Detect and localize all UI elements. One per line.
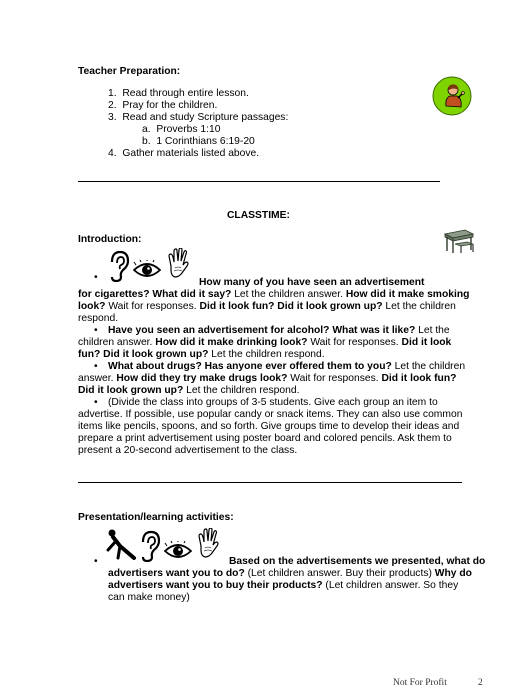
desk-clipart-icon — [440, 226, 478, 254]
paragraph-line: present a 20-second advertisement to the class. — [78, 445, 298, 456]
list-item: b. 1 Corinthians 6:19-20 — [142, 136, 255, 147]
exercise-figure-icon — [106, 528, 136, 560]
paragraph-line: respond. — [78, 313, 119, 324]
presentation-heading: Presentation/learning activities: — [78, 512, 234, 523]
paragraph-line: advertisers want you to do? (Let children answer. Buy their products) Why do — [108, 568, 472, 579]
paragraph-line: advertisers want you to buy their products? (Let children answer. So they — [108, 580, 459, 591]
footer-text: Not For Profit — [393, 678, 447, 688]
bullet: • — [94, 272, 98, 283]
bullet: • — [94, 361, 98, 372]
eye-icon — [133, 260, 161, 280]
introduction-heading: Introduction: — [78, 234, 142, 245]
paragraph-line: prepare a print advertisement using poster board and colored pencils. Ask them to — [78, 433, 452, 444]
page-number: 2 — [478, 678, 483, 688]
hand-icon — [166, 248, 190, 278]
bullet: • — [94, 556, 98, 567]
paragraph-line: for cigarettes? What did it say? Let the children answer. How did it make smoking — [78, 289, 470, 300]
list-item: 1. Read through entire lesson. — [108, 88, 249, 99]
list-item: 2. Pray for the children. — [108, 100, 218, 111]
paragraph-line: can make money) — [108, 592, 190, 603]
paragraph-line: advertise. If possible, use popular candy or snack items. They can also use common — [78, 409, 463, 420]
paragraph-line: items like pencils, spoons, and so forth. Give groups time to develop their ideas and — [78, 421, 460, 432]
bullet: • — [94, 325, 98, 336]
eye-icon — [164, 541, 192, 561]
paragraph-line: answer. How did they try make drugs look? Wait for responses. Did it look fun? — [78, 373, 457, 384]
teacher-clipart-icon — [432, 76, 472, 116]
teacher-prep-heading: Teacher Preparation: — [78, 66, 181, 77]
list-item: a. Proverbs 1:10 — [142, 124, 221, 135]
list-item: 4. Gather materials listed above. — [108, 148, 260, 159]
paragraph-line: Have you seen an advertisement for alcohol? What was it like? Let the — [108, 325, 450, 336]
section-divider — [78, 482, 462, 483]
paragraph-line: Based on the advertisements we presented, what do — [229, 556, 486, 567]
paragraph-line: look? Wait for responses. Did it look fun? Did it look grown up? Let the children — [78, 301, 456, 312]
ear-icon — [139, 530, 161, 562]
classtime-heading: CLASSTIME: — [227, 210, 290, 221]
hand-icon — [196, 528, 220, 558]
bullet-lead-text: How many of you have seen an advertisement — [199, 277, 425, 288]
bullet: • — [94, 397, 98, 408]
ear-icon — [108, 250, 130, 282]
paragraph-line: What about drugs? Has anyone ever offered them to you? Let the children — [108, 361, 466, 372]
paragraph-line: Did it look grown up? Let the children respond. — [78, 385, 300, 396]
paragraph-line: fun? Did it look grown up? Let the children respond. — [78, 349, 325, 360]
paragraph-line: children answer. How did it make drinking look? Wait for responses. Did it look — [78, 337, 452, 348]
paragraph-line: (Divide the class into groups of 3-5 students. Give each group an item to — [108, 397, 438, 408]
list-item: 3. Read and study Scripture passages: — [108, 112, 289, 123]
section-divider — [78, 181, 440, 182]
